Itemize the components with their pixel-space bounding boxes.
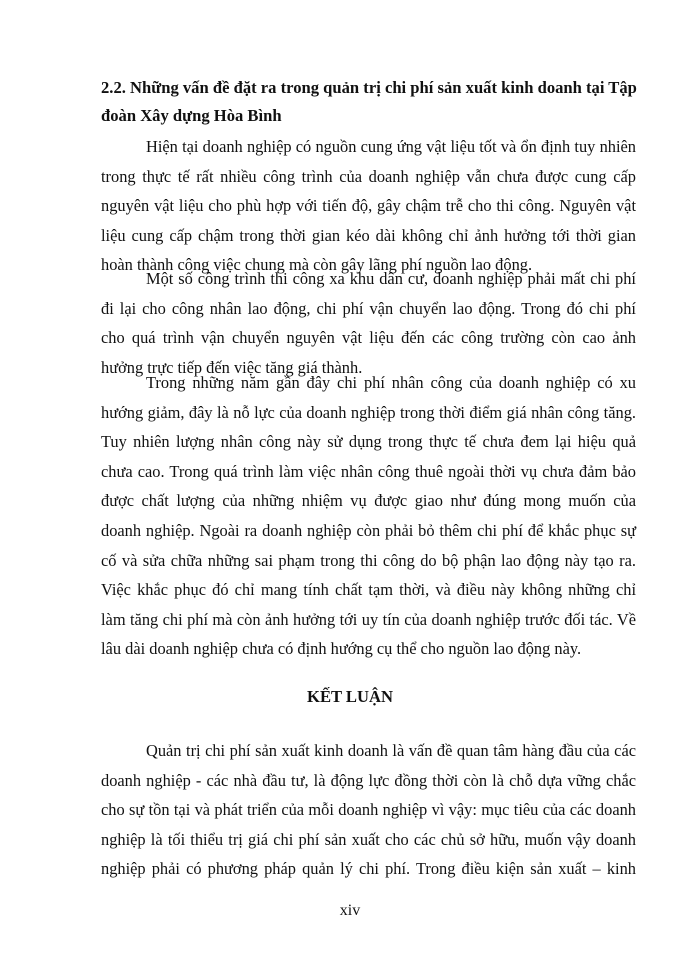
paragraph-line: hoàn thành công việc chung mà còn gây lãng phí nguồn lao động.: [101, 255, 533, 275]
paragraph-transport-costs: [101, 264, 636, 382]
paragraph-line: liệu cung cấp chậm trong thời gian kéo dài không chỉ ảnh hưởng tới thời gian: [101, 225, 636, 245]
paragraph-line: cho sự tồn tại và phát triển của mỗi doanh nghiệp vì vậy: mục tiêu của các doanh: [101, 800, 636, 820]
section-heading-line: đoàn Xây dựng Hòa Bình: [101, 106, 282, 125]
paragraph-line: nguyên vật liệu cho phù hợp với tiến độ, gây chậm trễ cho thi công. Nguyên vật: [101, 196, 636, 216]
paragraph-line: nghiệp phải có phương pháp quản lý chi phí. Trong điều kiện sản xuất – kinh: [101, 859, 636, 879]
paragraph-line: doanh nghiệp - các nhà đầu tư, là động lực đồng thời còn là chỗ dựa vững chắc: [101, 770, 636, 790]
paragraph-line: chưa cao. Trong quá trình làm việc nhân công thuê ngoài thời vụ chưa đảm bảo: [101, 461, 636, 481]
paragraph-labor-costs: [101, 368, 636, 664]
conclusion-paragraph: [101, 736, 636, 884]
paragraph-line: doanh nghiệp. Ngoài ra doanh nghiệp còn phải bỏ thêm chi phí để khắc phục sự: [101, 520, 636, 540]
section-heading-line: 2.2. Những vấn đề đặt ra trong quản trị chi phí sản xuất kinh doanh tại Tập: [101, 78, 637, 97]
paragraph-line: nghiệp là tối thiểu trị giá chi phí sản xuất cho các chủ sở hữu, muốn vậy doanh: [101, 829, 636, 849]
paragraph-line: hướng giảm, đây là nỗ lực của doanh nghiệp trong thời điểm giá nhân công tăng.: [101, 402, 636, 422]
section-heading: [101, 74, 636, 130]
paragraph-line: cố và sửa chữa những sai phạm trong thi công do bộ phận lao động này tạo ra.: [101, 550, 636, 570]
paragraph-line: Trong những năm gần đây chi phí nhân công của doanh nghiệp có xu: [146, 373, 636, 392]
page-number: xiv: [339, 902, 361, 919]
paragraph-line: hưởng trực tiếp đến việc tăng giá thành.: [101, 357, 363, 377]
paragraph-line: làm tăng chi phí mà còn ảnh hưởng tới uy tín của doanh nghiệp trước đối tác. Về: [101, 609, 636, 629]
conclusion-title: KẾT LUẬN: [307, 687, 393, 706]
paragraph-line: cho quá trình vận chuyển nguyên vật liệu đến các công trường còn cao ảnh: [101, 328, 636, 348]
paragraph-line: đi lại cho công nhân lao động, chi phí vận chuyển lao động. Trong đó chi phí: [101, 298, 636, 318]
paragraph-line: Quản trị chi phí sản xuất kinh doanh là vấn đề quan tâm hàng đầu của các: [146, 741, 636, 760]
paragraph-line: Một số công trình thi công xa khu dân cư, doanh nghiệp phải mất chi phí: [146, 269, 636, 288]
paragraph-line: lâu dài doanh nghiệp chưa có định hướng cụ thể cho nguồn lao động này.: [101, 639, 582, 659]
paragraph-line: Hiện tại doanh nghiệp có nguồn cung ứng vật liệu tốt và ổn định tuy nhiên: [146, 137, 636, 156]
paragraph-line: Việc khắc phục đó chỉ mang tính chất tạm thời, và điều này không những chỉ: [101, 580, 636, 600]
paragraph-line: trong thực tế rất nhiều công trình của doanh nghiệp vẫn chưa được cung cấp: [101, 166, 636, 186]
paragraph-line: được chất lượng của những nhiệm vụ được giao như đúng mong muốn của: [101, 491, 636, 511]
paragraph-line: Tuy nhiên lượng nhân công này sử dụng trong thực tế chưa đem lại hiệu quả: [101, 432, 636, 452]
paragraph-supply-delays: [101, 132, 636, 280]
